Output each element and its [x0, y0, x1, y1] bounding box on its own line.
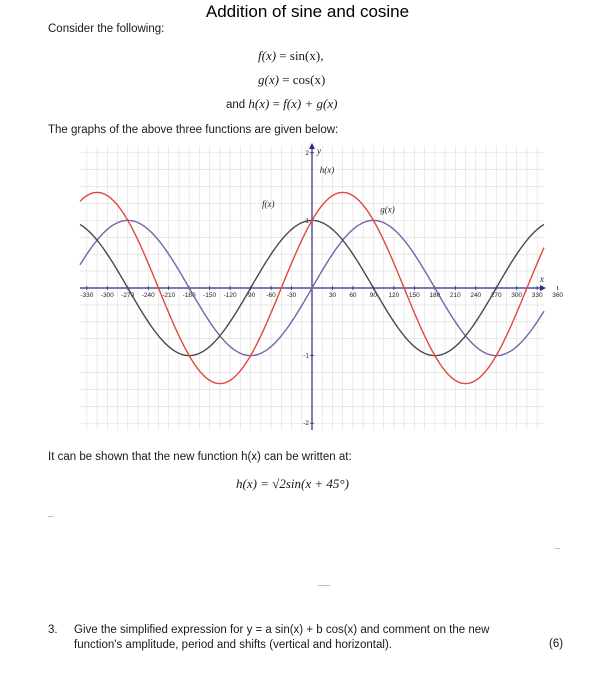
y-tick-label: 2 — [305, 149, 309, 157]
scan-mark-left — [48, 516, 54, 517]
series-label-1: f(x) — [261, 198, 275, 209]
equation-f-op: = — [276, 48, 290, 63]
x-tick-label: 330 — [531, 292, 543, 299]
y-axis-label: y — [317, 146, 321, 156]
equation-g — [258, 72, 325, 88]
equation-h-op: = — [269, 96, 284, 111]
x-tick-label: -210 — [162, 292, 176, 299]
page-title: Addition of sine and cosine — [205, 2, 410, 21]
result-intro: It can be shown that the new function h(x) can be written at: — [48, 451, 352, 463]
x-tick-label: -150 — [203, 292, 217, 299]
series-label-3: h(x) — [319, 165, 335, 176]
x-tick-label: -90 — [245, 292, 256, 299]
x-tick-label: -60 — [266, 292, 276, 299]
equation-g-lhs: g(x) — [258, 72, 279, 87]
question-text-line2: function's amplitude, period and shifts (vertical and horizontal). — [74, 639, 392, 651]
x-tick-label: -30 — [286, 292, 297, 299]
x-axis-label: x — [540, 274, 544, 284]
equation-g-op: = — [278, 72, 293, 87]
question-marks: (6) — [549, 638, 564, 650]
x-tick-label: 180 — [429, 292, 441, 299]
question-text-line1: Give the simplified expression for y = a sin(x) + b cos(x) and comment on the new — [74, 624, 490, 636]
x-tick-label: 240 — [470, 292, 482, 299]
y-tick-label: -1 — [303, 352, 309, 360]
y-tick-label: 1 — [305, 217, 309, 225]
question-text — [74, 623, 544, 653]
x-tick-label: 90 — [369, 292, 378, 299]
x-tick-label: 300 — [511, 292, 523, 299]
equation-f-lhs: f(x) — [258, 48, 277, 63]
equation-g-rhs: cos(x) — [292, 72, 326, 87]
equation-h-rhs: f(x) + g(x) — [283, 96, 338, 111]
x-tick-label: -180 — [182, 292, 196, 299]
x-tick-label: 60 — [349, 292, 357, 299]
scan-mark-center — [318, 585, 330, 586]
intro-text: Consider the following: — [48, 23, 165, 35]
graphs-caption: The graphs of the above three functions are given below: — [48, 124, 339, 136]
x-tick-label: -300 — [100, 292, 114, 299]
question-number: 3. — [48, 624, 58, 636]
x-tick-label: -120 — [223, 292, 237, 299]
function-graph — [60, 138, 564, 438]
x-tick-label: 210 — [449, 292, 461, 299]
x-tick-label: -240 — [141, 292, 155, 299]
x-tick-label: -270 — [121, 292, 135, 299]
x-tick-label: -330 — [80, 292, 94, 299]
equation-h-prefix: and — [226, 99, 249, 111]
y-tick-label: -2 — [303, 420, 309, 428]
result-formula: h(x) = √2sin(x + 45°) — [236, 476, 349, 491]
x-tick-label: 150 — [408, 292, 420, 299]
scan-mark-right — [555, 548, 560, 549]
x-tick-label: 120 — [388, 292, 400, 299]
equation-h-lhs: h(x) — [248, 96, 270, 111]
x-tick-label: 30 — [328, 292, 337, 299]
x-tick-label: 360 — [552, 292, 564, 299]
x-tick-label: 270 — [490, 292, 502, 299]
equation-f — [258, 48, 323, 64]
equation-h — [226, 96, 337, 112]
series-label-2: g(x) — [380, 204, 395, 215]
equation-f-rhs: sin(x), — [289, 48, 324, 63]
